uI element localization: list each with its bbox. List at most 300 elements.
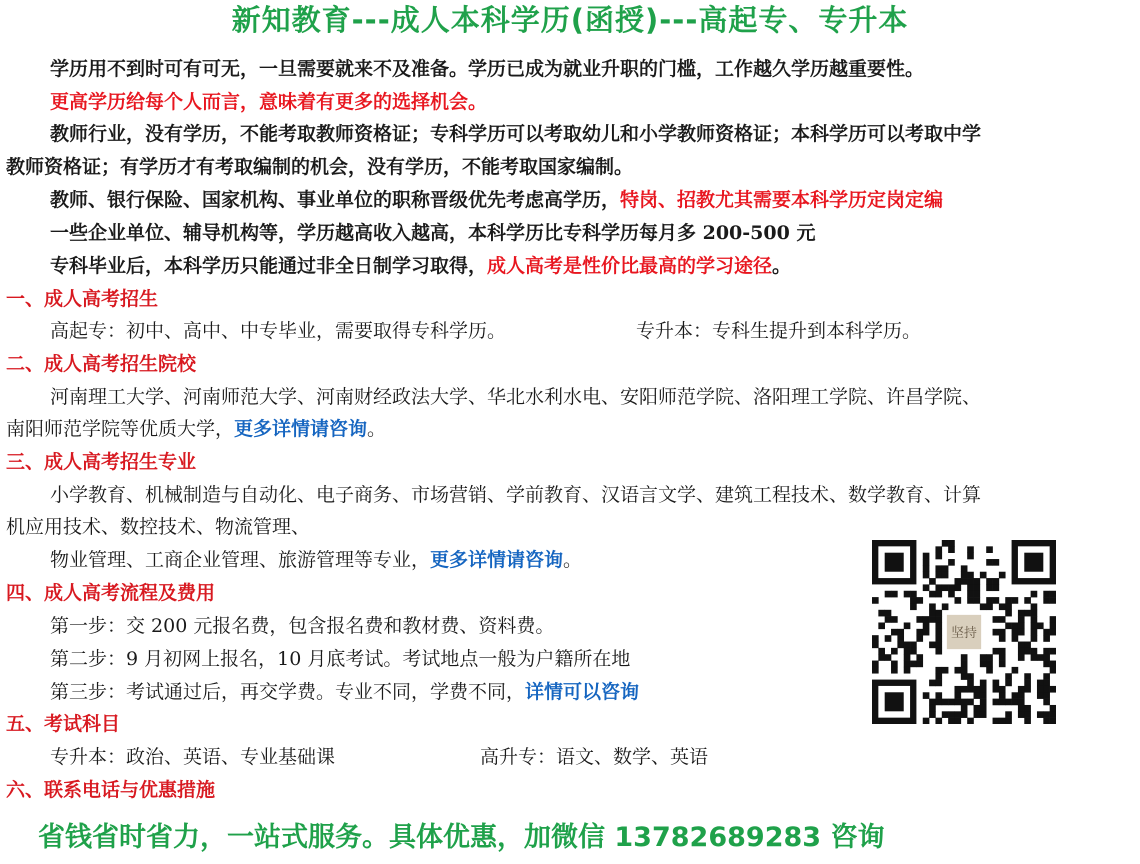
qr-module — [967, 584, 974, 591]
qr-module — [974, 591, 981, 598]
section-3-line-3-end: 。 — [563, 549, 583, 571]
qr-module — [1050, 711, 1056, 718]
qr-module — [891, 667, 898, 674]
qr-module — [935, 553, 942, 560]
qr-module — [948, 718, 955, 724]
qr-module — [942, 584, 949, 591]
qr-module — [885, 610, 892, 617]
section-2-consult-link[interactable]: 更多详情请咨询 — [234, 418, 368, 440]
qr-module — [916, 654, 923, 661]
qr-module — [961, 711, 968, 718]
qr-module — [1050, 648, 1056, 655]
qr-module — [980, 705, 987, 712]
qr-module — [891, 616, 898, 623]
qr-module — [961, 667, 968, 674]
qr-module — [897, 635, 904, 642]
qr-module — [923, 718, 930, 724]
qr-module — [1024, 597, 1031, 604]
qr-module — [904, 667, 911, 674]
qr-code-icon[interactable] — [872, 540, 1056, 724]
qr-module — [954, 578, 961, 585]
qr-module — [999, 686, 1006, 693]
qr-module — [954, 667, 961, 674]
qr-module — [961, 673, 968, 680]
qr-module — [923, 622, 930, 629]
intro-paragraph-4-text: 教师、银行保险、国家机构、事业单位的职称晋级优先考虑高学历， — [50, 189, 621, 211]
intro-paragraph-3b: 教师资格证；有学历才有考取编制的机会，没有学历，不能考取国家编制。 — [6, 156, 634, 178]
qr-module — [980, 686, 987, 693]
qr-module — [1050, 686, 1056, 693]
qr-module — [904, 661, 911, 668]
qr-module — [1037, 711, 1044, 718]
qr-module — [1005, 680, 1012, 687]
qr-module — [967, 553, 974, 560]
qr-module — [885, 654, 892, 661]
qr-module — [999, 692, 1006, 699]
qr-module — [1012, 635, 1019, 642]
qr-module — [1037, 654, 1044, 661]
qr-module — [1024, 686, 1031, 693]
qr-module — [967, 686, 974, 693]
qr-module — [1005, 603, 1012, 610]
qr-module — [1031, 603, 1038, 610]
qr-module — [1018, 686, 1025, 693]
qr-module — [974, 584, 981, 591]
qr-module — [923, 629, 930, 636]
qr-module — [878, 610, 885, 617]
qr-module — [935, 635, 942, 642]
qr-module — [967, 673, 974, 680]
section-3-line-1: 小学教育、机械制造与自动化、电子商务、市场营销、学前教育、汉语言文学、建筑工程技术、数学教育、计算 — [50, 484, 982, 506]
qr-module — [878, 622, 885, 629]
qr-module — [904, 654, 911, 661]
qr-module — [1043, 692, 1050, 699]
qr-module — [935, 648, 942, 655]
qr-module — [999, 699, 1006, 706]
section-2-line-2 — [6, 416, 386, 442]
qr-module — [986, 603, 993, 610]
qr-module — [967, 680, 974, 687]
qr-module — [980, 711, 987, 718]
qr-code-graphic — [872, 540, 1056, 724]
qr-module — [929, 699, 936, 706]
section-4-consult-link[interactable]: 详情可以咨询 — [525, 681, 640, 703]
qr-module — [929, 642, 936, 649]
qr-module — [1018, 629, 1025, 636]
qr-module — [974, 705, 981, 712]
qr-module — [1043, 699, 1050, 706]
qr-module — [1050, 629, 1056, 636]
qr-module — [948, 584, 955, 591]
qr-module — [1005, 597, 1012, 604]
qr-module — [923, 616, 930, 623]
qr-module — [986, 661, 993, 668]
qr-module — [993, 578, 1000, 585]
qr-module — [967, 591, 974, 598]
qr-module — [980, 654, 987, 661]
qr-module — [935, 718, 942, 724]
section-1-heading: 一、成人高考招生 — [6, 288, 159, 310]
qr-module — [1024, 648, 1031, 655]
qr-module — [1043, 673, 1050, 680]
qr-module — [891, 661, 898, 668]
intro-paragraph-6 — [0, 253, 791, 279]
qr-module — [916, 629, 923, 636]
qr-module — [942, 565, 949, 572]
qr-module — [885, 616, 892, 623]
qr-module — [1043, 654, 1050, 661]
qr-module — [1024, 673, 1031, 680]
qr-module — [897, 642, 904, 649]
qr-module — [929, 705, 936, 712]
qr-module — [935, 673, 942, 680]
qr-module — [1050, 597, 1056, 604]
qr-module — [986, 546, 993, 553]
qr-module — [993, 686, 1000, 693]
qr-module — [1043, 718, 1050, 724]
qr-module — [1018, 692, 1025, 699]
qr-module — [1031, 622, 1038, 629]
qr-module — [942, 603, 949, 610]
qr-module — [1005, 610, 1012, 617]
qr-module — [1050, 705, 1056, 712]
qr-module — [1024, 610, 1031, 617]
qr-module — [1050, 622, 1056, 629]
section-5-line-b: 高升专：语文、数学、英语 — [480, 746, 709, 768]
qr-module — [935, 584, 942, 591]
qr-module — [999, 603, 1006, 610]
section-3-consult-link[interactable]: 更多详情请咨询 — [430, 549, 564, 571]
qr-module — [935, 622, 942, 629]
qr-module — [999, 648, 1006, 655]
qr-module — [999, 572, 1006, 579]
qr-module — [929, 578, 936, 585]
qr-module — [986, 654, 993, 661]
qr-module — [942, 699, 949, 706]
qr-finder-inner — [885, 692, 904, 711]
qr-module — [961, 705, 968, 712]
qr-module — [999, 616, 1006, 623]
qr-module — [1037, 686, 1044, 693]
qr-module — [954, 692, 961, 699]
qr-module — [986, 578, 993, 585]
qr-module — [948, 540, 955, 547]
qr-module — [1031, 610, 1038, 617]
qr-module — [993, 584, 1000, 591]
qr-module — [1031, 654, 1038, 661]
qr-module — [904, 622, 911, 629]
qr-module — [1031, 616, 1038, 623]
qr-module — [872, 661, 879, 668]
qr-module — [961, 699, 968, 706]
qr-module — [974, 692, 981, 699]
qr-module — [1012, 667, 1019, 674]
qr-module — [916, 635, 923, 642]
qr-module — [1031, 635, 1038, 642]
qr-module — [974, 686, 981, 693]
qr-module — [891, 648, 898, 655]
qr-module — [904, 648, 911, 655]
qr-module — [1005, 711, 1012, 718]
section-4-step-2: 第二步：9 月初网上报名，10 月底考试。考试地点一般为户籍所在地 — [50, 648, 631, 670]
qr-module — [961, 661, 968, 668]
qr-module — [1018, 642, 1025, 649]
qr-module — [1031, 648, 1038, 655]
qr-module — [961, 578, 968, 585]
qr-module — [993, 718, 1000, 724]
qr-module — [1005, 622, 1012, 629]
qr-module — [999, 635, 1006, 642]
qr-module — [1018, 616, 1025, 623]
qr-module — [916, 661, 923, 668]
qr-module — [1031, 591, 1038, 598]
qr-module — [980, 680, 987, 687]
qr-module — [923, 584, 930, 591]
section-3-heading: 三、成人高考招生专业 — [6, 451, 197, 473]
qr-module — [1043, 661, 1050, 668]
section-3-line-2: 机应用技术、数控技术、物流管理、 — [6, 516, 311, 538]
qr-module — [1043, 591, 1050, 598]
qr-module — [1050, 661, 1056, 668]
qr-module — [1018, 705, 1025, 712]
qr-module — [1043, 648, 1050, 655]
intro-paragraph-4-highlight: 特岗、招教尤其需要本科学历定岗定编 — [620, 189, 944, 211]
qr-module — [961, 572, 968, 579]
section-4-step-3-text: 第三步：考试通过后，再交学费。专业不同，学费不同， — [50, 681, 526, 703]
qr-module — [1005, 699, 1012, 706]
qr-module — [935, 616, 942, 623]
footer-contact: 省钱省时省力，一站式服务。具体优惠，加微信 13782689283 咨询 — [38, 822, 885, 853]
qr-module — [993, 616, 1000, 623]
qr-module — [878, 654, 885, 661]
qr-module — [993, 648, 1000, 655]
qr-module — [923, 559, 930, 566]
qr-module — [948, 699, 955, 706]
qr-module — [1012, 692, 1019, 699]
qr-module — [993, 559, 1000, 566]
qr-module — [1037, 622, 1044, 629]
qr-module — [1012, 629, 1019, 636]
qr-module — [929, 591, 936, 598]
qr-module — [929, 610, 936, 617]
qr-module — [942, 540, 949, 547]
qr-module — [1037, 680, 1044, 687]
qr-module — [961, 565, 968, 572]
qr-module — [967, 572, 974, 579]
qr-module — [954, 584, 961, 591]
qr-module — [1024, 680, 1031, 687]
qr-module — [935, 572, 942, 579]
qr-module — [954, 718, 961, 724]
qr-module — [1018, 711, 1025, 718]
qr-module — [935, 565, 942, 572]
intro-paragraph-2: 更高学历给每个人而言，意味着有更多的选择机会。 — [50, 91, 488, 113]
qr-module — [935, 667, 942, 674]
qr-module — [935, 610, 942, 617]
section-4-heading: 四、成人高考流程及费用 — [6, 582, 216, 604]
qr-module — [999, 654, 1006, 661]
qr-finder-inner — [1024, 553, 1043, 572]
qr-module — [967, 597, 974, 604]
qr-finder-inner — [885, 553, 904, 572]
qr-module — [929, 603, 936, 610]
intro-paragraph-3a: 教师行业，没有学历，不能考取教师资格证；专科学历可以考取幼儿和小学教师资格证；本科学历可以考取中学 — [50, 123, 982, 145]
qr-module — [1018, 648, 1025, 655]
qr-module — [986, 667, 993, 674]
qr-module — [872, 635, 879, 642]
qr-module — [948, 559, 955, 566]
page-title: 新知教育---成人本科学历(函授)---高起专、专升本 — [231, 3, 909, 37]
intro-paragraph-5: 一些企业单位、辅导机构等，学历越高收入越高，本科学历比专科学历每月多 200-500 元 — [50, 222, 816, 244]
intro-paragraph-4 — [0, 187, 943, 213]
qr-module — [872, 642, 879, 649]
qr-module — [910, 603, 917, 610]
qr-module — [885, 635, 892, 642]
section-5-line-a: 专升本：政治、英语、专业基础课 — [50, 746, 336, 768]
qr-module — [878, 648, 885, 655]
qr-module — [993, 699, 1000, 706]
qr-module — [872, 597, 879, 604]
qr-module — [1012, 699, 1019, 706]
qr-module — [1024, 705, 1031, 712]
qr-module — [1018, 622, 1025, 629]
qr-module — [942, 667, 949, 674]
qr-module — [923, 572, 930, 579]
qr-module — [961, 686, 968, 693]
qr-module — [1024, 711, 1031, 718]
section-4-step-1: 第一步：交 200 元报名费，包含报名费和教材费、资料费。 — [50, 615, 555, 637]
qr-module — [967, 718, 974, 724]
qr-module — [929, 711, 936, 718]
qr-module — [980, 692, 987, 699]
qr-module — [1018, 699, 1025, 706]
section-3-line-3-text: 物业管理、工商企业管理、旅游管理等专业， — [50, 549, 431, 571]
qr-module — [1043, 680, 1050, 687]
qr-module — [1005, 673, 1012, 680]
qr-module — [1018, 654, 1025, 661]
qr-module — [1050, 667, 1056, 674]
section-5-heading: 五、考试科目 — [6, 713, 121, 735]
section-3-line-3 — [0, 547, 582, 573]
qr-module — [1043, 629, 1050, 636]
qr-module — [999, 661, 1006, 668]
qr-module — [974, 597, 981, 604]
qr-module — [954, 597, 961, 604]
section-2-line-1: 河南理工大学、河南师范大学、河南财经政法大学、华北水利水电、安阳师范学院、洛阳理工学院、许昌学院、 — [50, 386, 982, 408]
qr-module — [916, 597, 923, 604]
qr-module — [910, 661, 917, 668]
qr-module — [904, 642, 911, 649]
intro-paragraph-6-text: 专科毕业后，本科学历只能通过非全日制学习取得， — [50, 255, 488, 277]
qr-module — [923, 565, 930, 572]
qr-module — [967, 546, 974, 553]
qr-module — [948, 546, 955, 553]
qr-module — [967, 699, 974, 706]
qr-module — [980, 699, 987, 706]
qr-module — [910, 642, 917, 649]
qr-avatar-text: 坚持 — [950, 626, 978, 641]
intro-paragraph-1: 学历用不到时可有可无，一旦需要就来不及准备。学历已成为就业升职的门槛，工作越久学历越重要性。 — [50, 58, 925, 80]
qr-module — [1043, 635, 1050, 642]
intro-paragraph-6-highlight: 成人高考是性价比最高的学习途径 — [487, 255, 773, 277]
qr-module — [993, 597, 1000, 604]
section-2-heading: 二、成人高考招生院校 — [6, 353, 197, 375]
qr-module — [993, 629, 1000, 636]
qr-module — [935, 642, 942, 649]
intro-paragraph-6-end: 。 — [772, 255, 792, 277]
qr-module — [1012, 597, 1019, 604]
qr-module — [948, 711, 955, 718]
qr-module — [954, 686, 961, 693]
qr-module — [1043, 686, 1050, 693]
qr-module — [872, 667, 879, 674]
qr-module — [1024, 718, 1031, 724]
qr-module — [910, 597, 917, 604]
qr-module — [999, 718, 1006, 724]
qr-module — [1043, 597, 1050, 604]
qr-module — [935, 680, 942, 687]
qr-module — [929, 680, 936, 687]
qr-module — [1050, 616, 1056, 623]
qr-module — [999, 629, 1006, 636]
qr-module — [1050, 591, 1056, 598]
qr-module — [935, 699, 942, 706]
qr-module — [916, 616, 923, 623]
qr-module — [910, 591, 917, 598]
qr-module — [942, 572, 949, 579]
qr-module — [1024, 642, 1031, 649]
qr-module — [980, 603, 987, 610]
qr-module — [897, 629, 904, 636]
qr-module — [904, 591, 911, 598]
qr-module — [974, 578, 981, 585]
qr-module — [967, 578, 974, 585]
qr-module — [980, 572, 987, 579]
qr-module — [986, 559, 993, 566]
qr-module — [1050, 718, 1056, 724]
qr-module — [1018, 610, 1025, 617]
qr-module — [974, 711, 981, 718]
qr-module — [935, 591, 942, 598]
qr-module — [935, 692, 942, 699]
section-4-step-3 — [0, 679, 639, 705]
qr-module — [935, 629, 942, 636]
qr-module — [986, 584, 993, 591]
qr-module — [980, 661, 987, 668]
qr-module — [1031, 629, 1038, 636]
qr-module — [935, 546, 942, 553]
section-6-heading: 六、联系电话与优惠措施 — [6, 779, 216, 801]
qr-module — [961, 654, 968, 661]
qr-module — [1043, 711, 1050, 718]
section-1-line-a: 高起专：初中、高中、中专毕业，需要取得专科学历。 — [50, 320, 507, 342]
qr-module — [891, 629, 898, 636]
qr-module — [1037, 692, 1044, 699]
qr-module — [942, 711, 949, 718]
qr-module — [948, 591, 955, 598]
qr-module — [986, 597, 993, 604]
section-1-line-b: 专升本：专科生提升到本科学历。 — [636, 320, 922, 342]
qr-module — [891, 591, 898, 598]
section-2-line-2-end: 。 — [367, 418, 387, 440]
qr-module — [923, 553, 930, 560]
qr-module — [1012, 622, 1019, 629]
qr-module — [929, 616, 936, 623]
qr-module — [954, 699, 961, 706]
qr-module — [954, 711, 961, 718]
qr-module — [910, 648, 917, 655]
qr-module — [993, 680, 1000, 687]
